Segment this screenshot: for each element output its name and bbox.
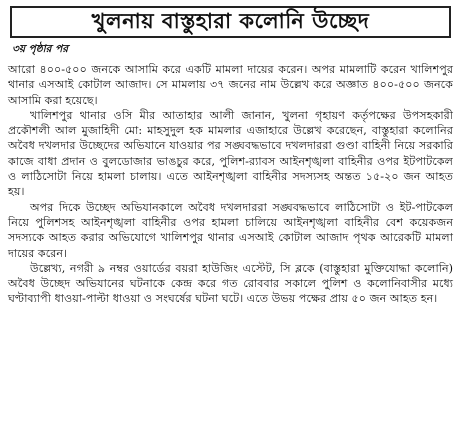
- paragraph-2: খালিশপুর থানার ওসি মীর আতাহার আলী জানান, খুলনা গৃহায়ণ কর্তৃপক্ষের উপসহকারী প্রকৌশলী আল মুজাহিদী মো: মাহসুদুল হক মামলার এজাহারে উল্লেখ করেছেন, বাস্তুহারা কলোনির অবৈধ দখলদার উচ্ছেদের অভিযানে যাওয়ার পর সঙ্ঘবদ্ধভাবে দখলদাররা গুণ্ডা বাহিনী নিয়ে সরকারি কাজে বাধা প্রদান ও বুলডোজার ভাঙচুর করে, পুলিশ-র‌্যাবস আইনশৃঙ্খলা বাহিনীর ওপর ইটপাটকেল ও লাঠিসোটা নিয়ে হামলা চালায়। এতে আইনশৃঙ্খলা বাহিনীর সদস্যসহ অন্তত ১৫-২০ জন আহত হয়।: [8, 108, 453, 199]
- paragraph-3: অপর দিকে উচ্ছেদ অভিযানকালে অবৈধ দখলদাররা সঙ্ঘবদ্ধভাবে লাঠিসোটা ও ইট-পাটকেল নিয়ে পুলিশসহ আইনশৃঙ্খলা বাহিনীর ওপর হামলা চালিয়ে আইনশৃঙ্খলা বাহিনীর বেশ কয়েকজন সদস্যকে আহত করার অভিযোগে খালিশপুর থানার এসআই কোটাল আজাদ পৃথক আরেকটি মামলা দায়ের করেন।: [8, 200, 453, 260]
- article-body: [8, 62, 453, 307]
- headline-frame: [10, 6, 451, 38]
- continued-from-label: ৩য় পৃষ্ঠার পর: [12, 43, 69, 55]
- paragraph-4: উল্লেখ্য, নগরী ৯ নম্বর ওয়ার্ডের বয়রা হাউজিং এস্টেট, সি ব্লকে (বাস্তুহারা মুক্তিযোদ্ধা কলোনি) অবৈধ উচ্ছেদ অভিযানের ঘটনাকে কেন্দ্র করে গত রোববার সকালে পুলিশ ও কলোনিবাসীর মধ্যে ঘণ্টাব্যাপী ধাওয়া-পাল্টা ধাওয়া ও সংঘর্ষের ঘটনা ঘটে। এতে উভয় পক্ষের প্রায় ৫০ জন আহত হন।: [8, 261, 453, 306]
- paragraph-1: আরো ৪০০-৫০০ জনকে আসামি করে একটি মামলা দায়ের করেন। অপর মামলাটি করেন খালিশপুর থানার এসআই কোটাল আজাদ। সে মামলায় ৩৭ জনের নাম উল্লেখ করে অজ্ঞাত ৪০০-৫০০ জনকে আসামি করা হয়েছে।: [8, 63, 453, 107]
- headline: খুলনায় বাস্তুহারা কলোনি উচ্ছেদ: [91, 8, 370, 33]
